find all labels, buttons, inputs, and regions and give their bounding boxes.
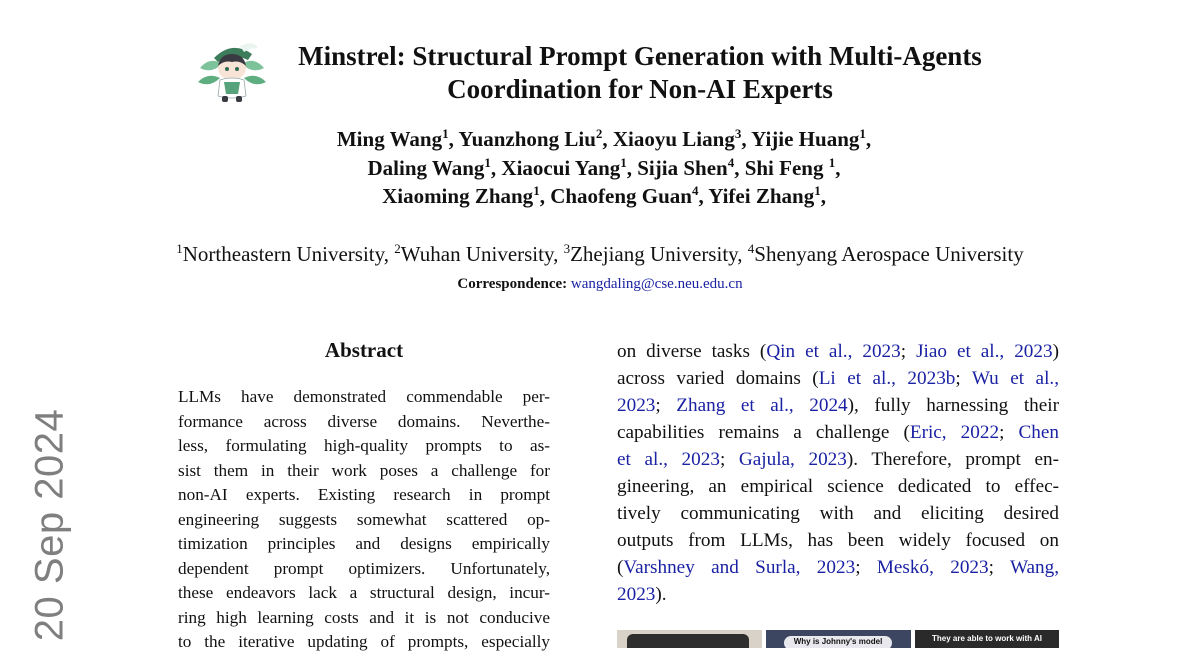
arxiv-date: 20 Sep 2024 [27, 408, 72, 642]
title-line-1: Minstrel: Structural Prompt Generation with Multi-Agents [298, 41, 982, 71]
author-affil-mark: 2 [595, 126, 603, 141]
text-run: ; [655, 395, 677, 416]
affiliation-mark: 2 [394, 241, 401, 256]
text-line [617, 419, 1059, 446]
text-run: ; [999, 422, 1019, 443]
author-name: Xiaoyu Liang [612, 127, 735, 151]
author-affil-mark: 4 [691, 183, 699, 198]
citation-link[interactable]: et al., 2023 [617, 449, 720, 470]
author-name: Daling Wang [367, 155, 485, 180]
author-name: Xiaoming Zhang [382, 184, 534, 208]
text-line [617, 338, 1059, 365]
abstract-body [178, 385, 550, 655]
citation-link[interactable]: Varshney and Surla, 2023 [623, 557, 856, 578]
text-run: on diverse tasks ( [617, 341, 767, 362]
text-line [617, 473, 1059, 500]
figure-panel-3-caption: They are able to work with AI [932, 634, 1042, 643]
abstract-line: timization principles and designs empirically [178, 534, 550, 553]
author-separator: , [865, 127, 872, 151]
author-separator: , [741, 127, 752, 151]
abstract-line: formance across diverse domains. Neverthe- [178, 411, 550, 431]
abstract-line: these endeavors lack a structural design, incur- [178, 583, 550, 602]
citation-link[interactable]: Jiao et al., 2023 [916, 341, 1053, 362]
author-name: Yijie Huang [751, 127, 860, 151]
author-separator: , [539, 184, 551, 208]
text-run: ) [1052, 341, 1059, 362]
abstract-line: engineering suggests somewhat scattered op- [178, 509, 550, 529]
text-line [617, 392, 1059, 419]
affiliation-name: Northeastern University [182, 242, 384, 266]
correspondence-label: Correspondence: [457, 276, 568, 292]
abstract-line: ring high learning costs and it is not conducive [178, 607, 550, 627]
author-affil-mark: 4 [727, 154, 735, 170]
paper-title [270, 40, 1010, 106]
citation-link[interactable]: 2023 [617, 395, 656, 416]
author-name: Yuanzhong Liu [458, 127, 596, 151]
author-name: Yifei Zhang [708, 184, 815, 208]
text-line [617, 581, 1059, 608]
author-separator: , [490, 155, 502, 180]
abstract-line: dependent prompt optimizers. Unfortunately, [178, 558, 550, 578]
figure-panel-2-caption: Why is Johnny's model [784, 636, 892, 648]
text-line [617, 365, 1059, 392]
figure-panel-3 [915, 630, 1059, 648]
introduction-text [617, 338, 1059, 608]
text-run: capabilities remains a challenge ( [617, 422, 910, 443]
text-run: ; [955, 368, 972, 389]
author-affil-mark: 1 [620, 154, 627, 170]
text-run: ). [655, 584, 667, 605]
author-separator: , [820, 184, 826, 208]
author-separator: , [734, 155, 745, 180]
affiliations [100, 240, 1100, 268]
title-line-2: Coordination for Non-AI Experts [447, 74, 833, 104]
text-line [617, 554, 1059, 581]
author-name: Shi Feng [744, 155, 829, 180]
author-list [240, 125, 968, 211]
citation-link[interactable]: Zhang et al., 2024 [676, 395, 848, 416]
text-run: ; [719, 449, 739, 470]
figure-panel-2 [766, 630, 911, 648]
author-separator: , [626, 155, 638, 180]
text-run: tively communicating with and eliciting desired [617, 503, 1059, 524]
figure-panel-1 [617, 630, 762, 648]
citation-link[interactable]: Qin et al., 2023 [766, 341, 901, 362]
text-run: ; [988, 557, 1010, 578]
citation-link[interactable]: Wang, [1009, 557, 1059, 578]
abstract-line: non-AI experts. Existing research in prompt [178, 485, 550, 504]
author-affil-mark: 1 [484, 154, 491, 170]
text-run: ). Therefore, prompt en- [846, 449, 1059, 470]
text-run: ; [900, 341, 917, 362]
correspondence-email-link[interactable]: wangdaling@cse.neu.edu.cn [570, 276, 743, 292]
abstract-line: sist them in their work poses a challenge for [178, 460, 550, 480]
author-row [240, 125, 968, 154]
affiliation-name: Zhejiang University [570, 242, 738, 266]
affiliation-mark: 1 [176, 241, 183, 256]
author-separator: , [602, 127, 613, 151]
affiliation-separator: , [383, 242, 395, 266]
author-affil-mark: 1 [533, 183, 540, 198]
correspondence [400, 273, 800, 295]
text-run: gineering, an empirical science dedicated to effec- [617, 476, 1059, 497]
abstract-heading: Abstract [324, 338, 404, 362]
citation-link[interactable]: Gajula, 2023 [738, 449, 847, 470]
figure-1-preview [617, 630, 1059, 648]
text-run: ; [855, 557, 877, 578]
author-name: Chaofeng Guan [550, 184, 692, 208]
affiliation-name: Shenyang Aerospace University [754, 242, 1024, 266]
affiliation-separator: , [553, 242, 564, 266]
text-run: ( [617, 557, 624, 578]
citation-link[interactable]: Chen [1018, 422, 1059, 443]
text-run: ), fully harnessing their [847, 395, 1059, 416]
author-affil-mark: 3 [734, 126, 742, 141]
citation-link[interactable]: 2023 [617, 584, 656, 605]
author-name: Xiaocui Yang [501, 155, 621, 180]
affiliation-name: Wuhan University [400, 242, 554, 266]
author-row [240, 182, 968, 211]
author-affil-mark: 1 [859, 126, 866, 141]
minstrel-logo [196, 38, 268, 104]
text-run: outputs from LLMs, has been widely focused on [617, 530, 1059, 551]
author-name: Ming Wang [336, 127, 443, 151]
citation-link[interactable]: Li et al., 2023b [818, 368, 956, 389]
citation-link[interactable]: Wu et al., [971, 368, 1059, 389]
author-separator: , [835, 155, 841, 180]
author-affil-mark: 1 [814, 183, 821, 198]
text-run: across varied domains ( [617, 368, 819, 389]
affiliation-separator: , [737, 242, 748, 266]
author-separator: , [698, 184, 709, 208]
author-name: Sijia Shen [637, 155, 728, 180]
author-affil-mark: 1 [828, 154, 836, 170]
abstract-line: less, formulating high-quality prompts to as- [178, 436, 550, 455]
affiliation-mark: 3 [563, 241, 571, 256]
affiliation-mark: 4 [747, 241, 755, 256]
figure-panel-1-shape [627, 634, 749, 648]
text-line [617, 500, 1059, 527]
text-line [617, 527, 1059, 554]
abstract-line: LLMs have demonstrated commendable per- [178, 387, 550, 406]
citation-link[interactable]: Meskó, 2023 [876, 557, 989, 578]
author-row [240, 154, 968, 183]
text-line [617, 446, 1059, 473]
author-separator: , [448, 127, 459, 151]
author-affil-mark: 1 [442, 126, 449, 141]
arxiv-sidebar-stamp [4, 408, 96, 642]
citation-link[interactable]: Eric, 2022 [909, 422, 1000, 443]
abstract-line: to the iterative updating of prompts, especially [178, 632, 550, 651]
